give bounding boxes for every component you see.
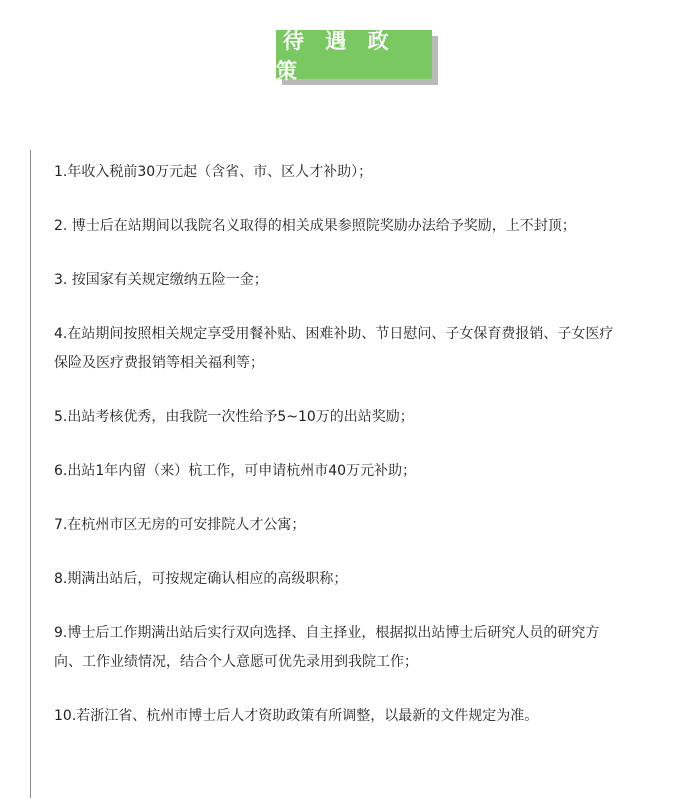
benefit-item-7: 7.在杭州市区无房的可安排院人才公寓；: [54, 517, 306, 533]
benefit-item-6: 6.出站1年内留（来）杭工作，可申请杭州市40万元补助；: [54, 463, 417, 479]
benefit-item-1: 1.年收入税前30万元起（含省、市、区人才补助）；: [54, 164, 373, 180]
benefits-list: [54, 158, 614, 756]
benefit-item-2: 2. 博士后在站期间以我院名义取得的相关成果参照院奖励办法给予奖励，上不封顶；: [54, 218, 576, 234]
benefit-item-3: 3. 按国家有关规定缴纳五险一金；: [54, 272, 268, 288]
left-vertical-rule: [30, 150, 31, 798]
benefit-item-8: 8.期满出站后，可按规定确认相应的高级职称；: [54, 571, 348, 587]
benefit-item-9: 9.博士后工作期满出站后实行双向选择、自主择业，根据拟出站博士后研究人员的研究方向、工作业绩情况，结合个人意愿可优先录用到我院工作；: [54, 625, 600, 670]
benefit-item-10: 10.若浙江省、杭州市博士后人才资助政策有所调整，以最新的文件规定为准。: [54, 708, 539, 724]
section-title: 待 遇 政 策: [276, 30, 432, 79]
benefit-item-5: 5.出站考核优秀，由我院一次性给予5~10万的出站奖励；: [54, 409, 414, 425]
section-title-banner: [276, 30, 438, 85]
benefit-item-4: 4.在站期间按照相关规定享受用餐补贴、困难补助、节日慰问、子女保育费报销、子女医疗保险及医疗费报销等相关福利等；: [54, 326, 614, 371]
